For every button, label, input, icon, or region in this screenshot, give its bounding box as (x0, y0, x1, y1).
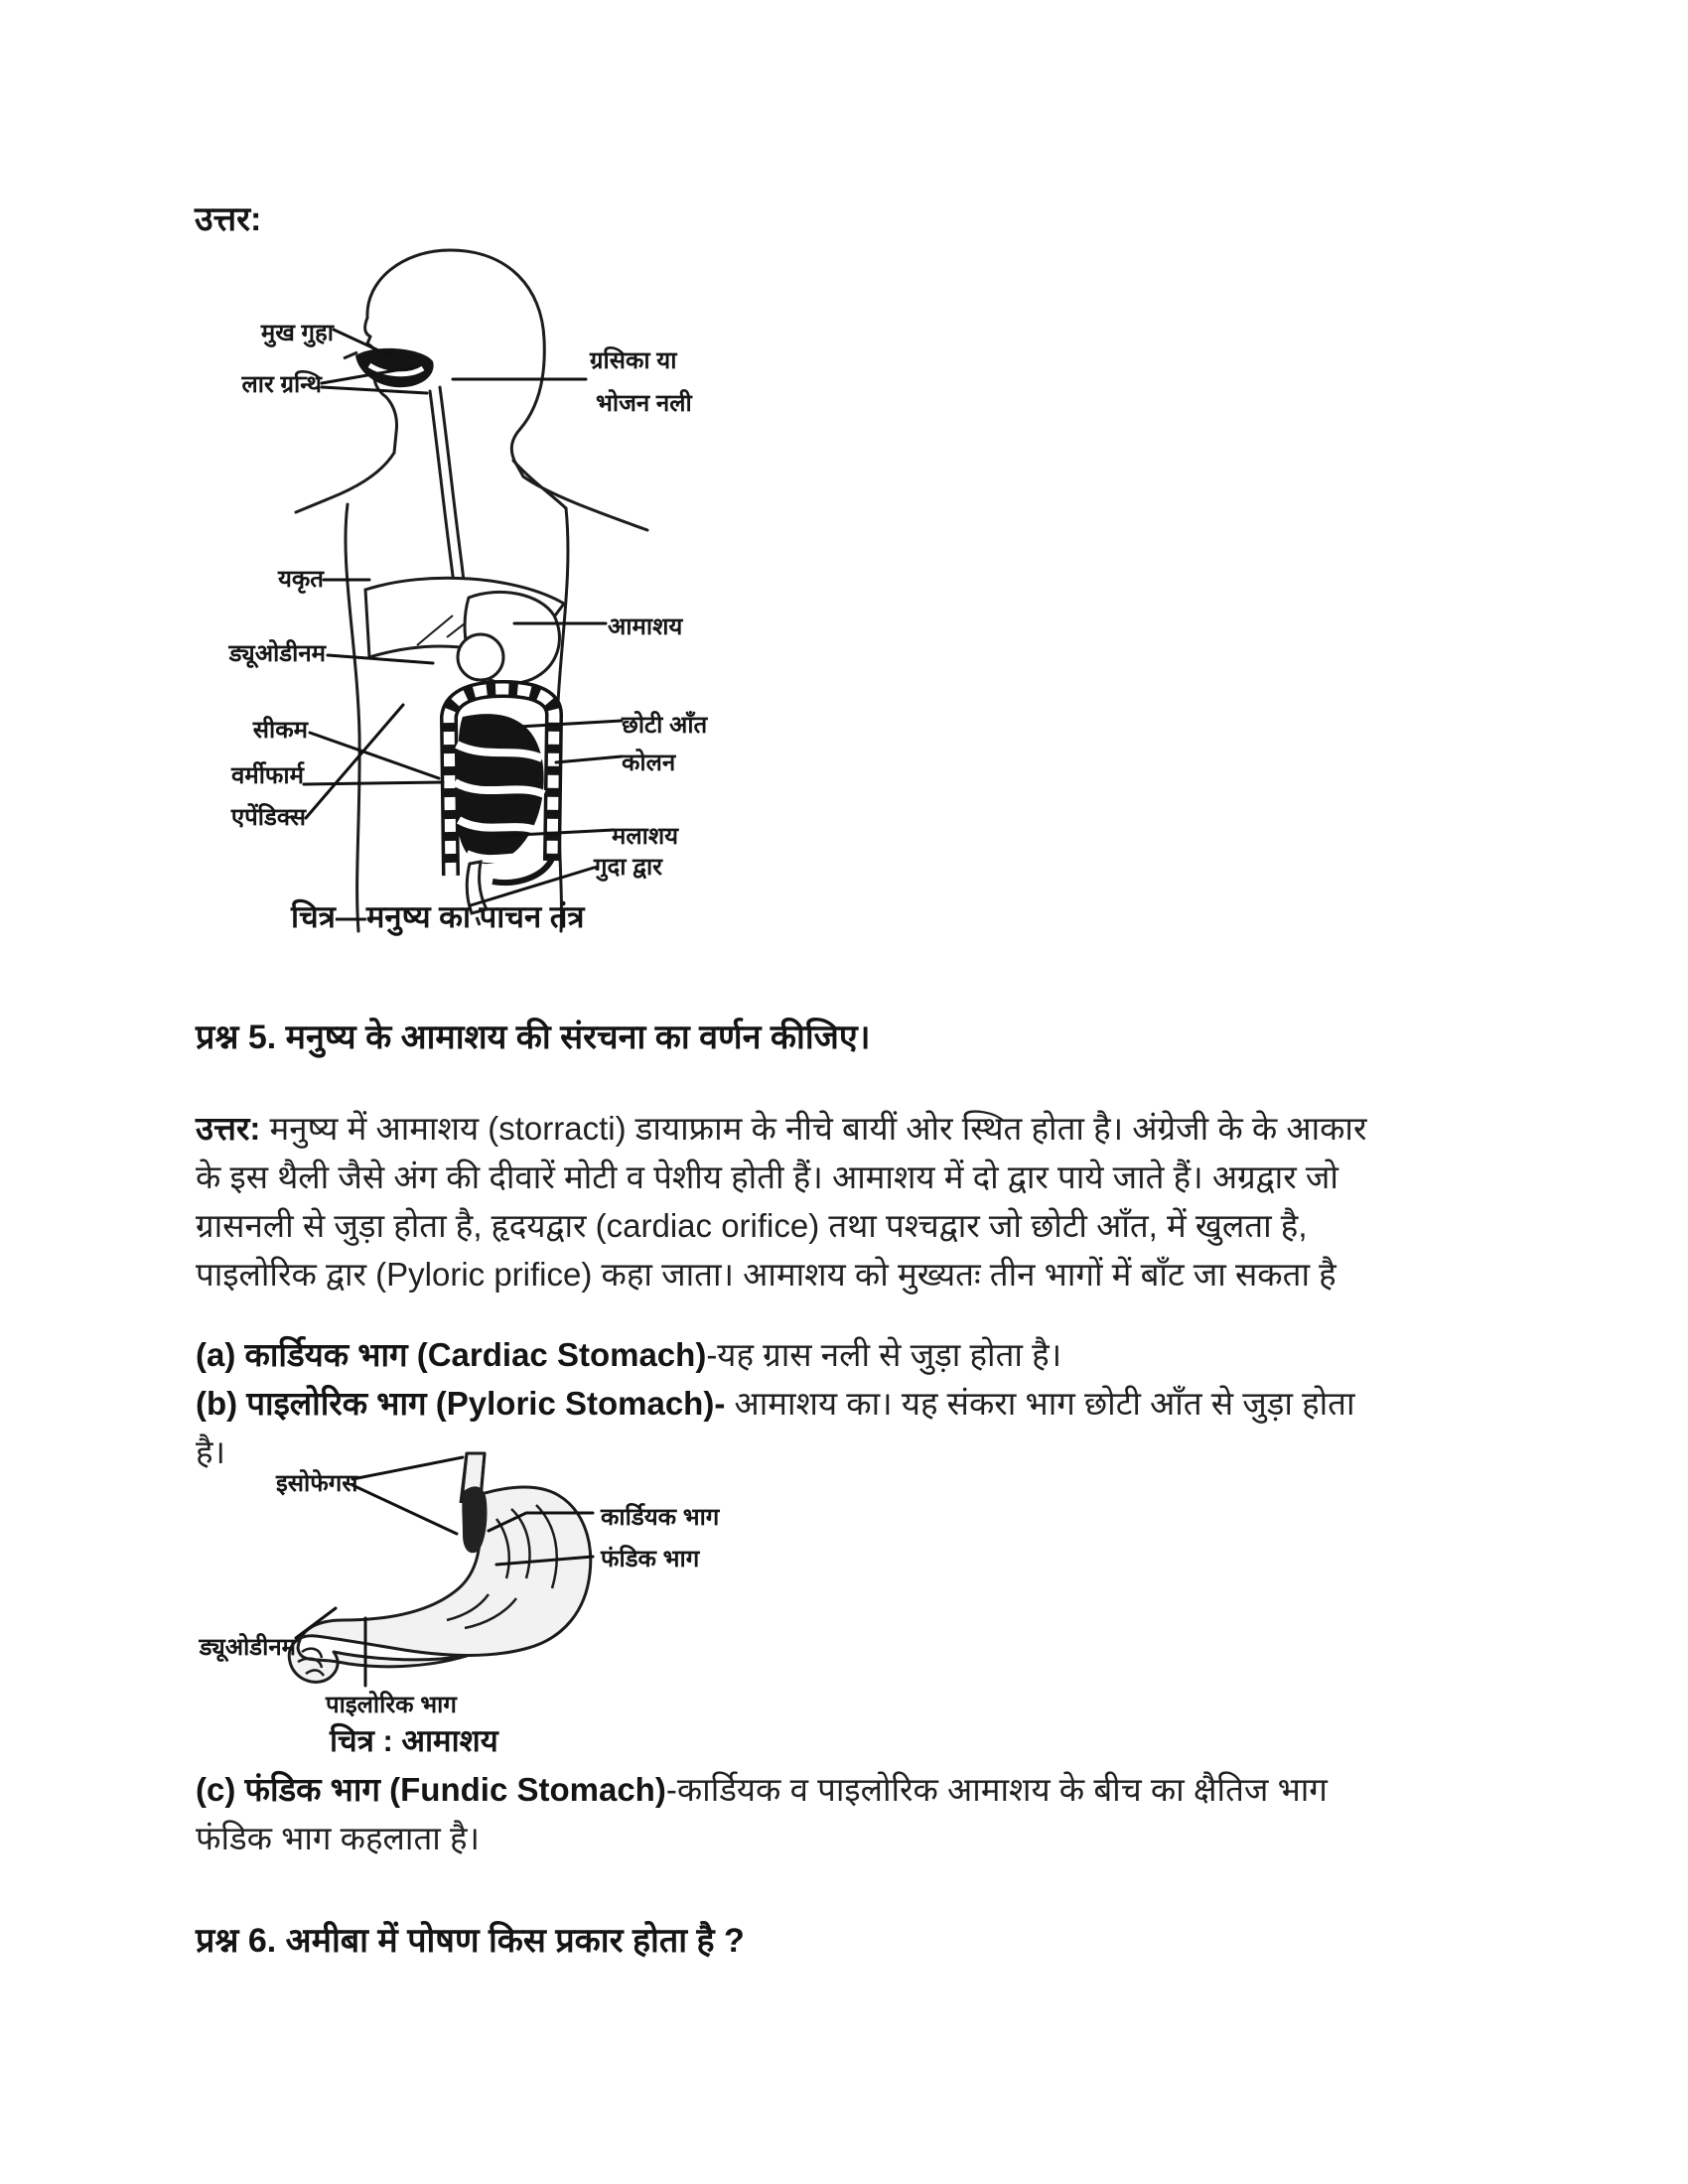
answer-line-3: ग्रासनली से जुड़ा होता है, हृदयद्वार (cardiac orifice) तथा पश्चद्वार जो छोटी आँत, में खुलता है, (196, 1207, 1308, 1244)
item-b (196, 1379, 1355, 1428)
label2-pyloric-part: पाइलोरिक भाग (326, 1692, 457, 1718)
question5-heading: प्रश्न 5. मनुष्य के आमाशय की संरचना का वर्णन कीजिए। (196, 1019, 871, 1056)
label-esophagus-line2: भोजन नली (596, 390, 692, 417)
item-a (196, 1330, 1355, 1379)
item-b-continued: है। (196, 1433, 226, 1470)
item-c-continued: फंडिक भाग कहलाता है। (196, 1820, 480, 1856)
label2-cardiac-part: कार्डियक भाग (601, 1504, 720, 1531)
figure1-caption: चित्र—मनुष्य का पाचन तंत्र (291, 899, 585, 934)
label-mouth-cavity: मुख गुहा (260, 320, 334, 346)
label-rectum: मलाशय (612, 823, 679, 850)
label-vermiform: वर्मीफार्म (231, 762, 304, 789)
figure2-caption: चित्र : आमाशय (330, 1723, 498, 1758)
label-duodenum: ड्यूओडीनम (228, 640, 326, 667)
question5-answer-paragraph (196, 1104, 1366, 1298)
answer-prefix: उत्तर: (196, 1110, 261, 1147)
item-c-text: -कार्डियक व पाइलोरिक आमाशय के बीच का क्षैतिज भाग (665, 1771, 1328, 1808)
stomach-shape (458, 592, 559, 683)
question6-heading: प्रश्न 6. अमीबा में पोषण किस प्रकार होता है ? (196, 1922, 745, 1960)
item-c-bold: (c) फंडिक भाग (Fundic Stomach) (196, 1771, 666, 1808)
answer-line-2: के इस थैली जैसे अंग की दीवारें मोटी व पेशीय होती हैं। आमाशय में दो द्वार पाये जाते हैं। अग्रद्वार जो (196, 1159, 1338, 1195)
label-small-intestine: छोटी आँत (622, 712, 708, 739)
label-appendix: एपेंडिक्स (230, 804, 306, 831)
label-salivary-gland: लार ग्रन्थि (241, 371, 322, 398)
label-colon: कोलन (622, 750, 676, 776)
item-c-block (196, 1765, 1328, 1862)
answer-line-1-text: मनुष्य में आमाशय (storracti) डायाफ्राम के नीचे बायीं ओर स्थित होता है। अंग्रेजी के के आकार (260, 1110, 1367, 1147)
label-liver: यकृत (277, 566, 324, 593)
item-b-bold: (b) पाइलोरिक भाग (Pyloric Stomach)- (196, 1385, 726, 1422)
item-a-text: -यह ग्रास नली से जुड़ा होता है। (706, 1336, 1062, 1373)
item-b-text: आमाशय का। यह संकरा भाग छोटी आँत से जुड़ा होता (725, 1385, 1355, 1422)
item-c (196, 1765, 1328, 1814)
answer-line-1 (196, 1104, 1366, 1153)
label-esophagus-line1: ग्रसिका या (590, 347, 677, 374)
label2-duodenum: ड्यूओडीनम (199, 1634, 296, 1661)
figure-stomach (169, 1439, 725, 1727)
label-stomach: आमाशय (608, 614, 683, 640)
stomach-illustration (169, 1439, 725, 1727)
label-caecum: सीकम (252, 717, 308, 744)
item-a-bold: (a) कार्डियक भाग (Cardiac Stomach) (196, 1336, 707, 1373)
answer-line-4: पाइलोरिक द्वार (Pyloric prifice) कहा जाता। आमाशय को मुख्यतः तीन भागों में बाँट जा सकता है (196, 1256, 1336, 1293)
label-anus: गुदा द्वार (594, 854, 662, 881)
answer-heading: उत्तर: (195, 201, 262, 238)
label2-fundic-part: फंडिक भाग (601, 1546, 700, 1572)
esophagus-tube (430, 387, 465, 592)
small-intestine-shape (455, 714, 544, 864)
label2-esophagus: इसोफेगस (276, 1470, 358, 1497)
